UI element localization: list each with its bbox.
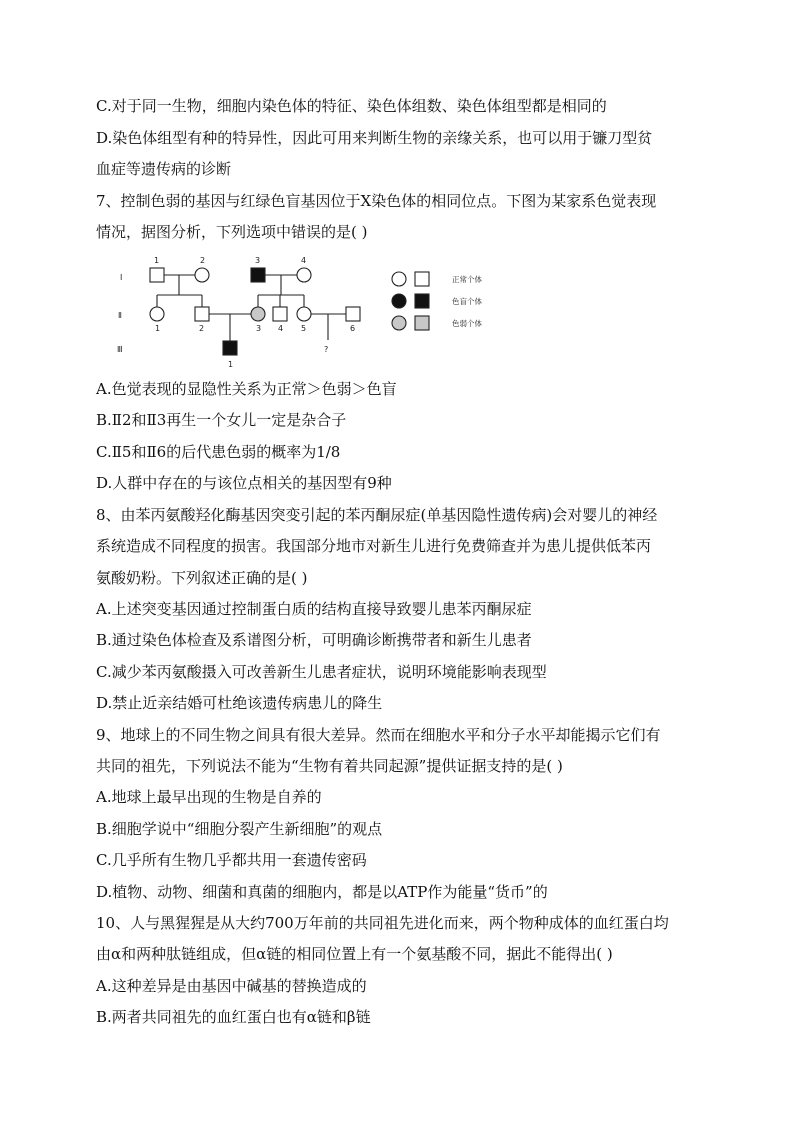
legend-circle-weak xyxy=(392,316,406,330)
gen2-male-normal xyxy=(195,307,209,321)
pedigree-chart xyxy=(110,250,530,374)
q8-stem: 8、由苯丙氨酸羟化酶基因突变引起的苯丙酮尿症(单基因隐性遗传病)会对婴儿的神经 xyxy=(96,506,658,524)
q9-option-a: A.地球上最早出现的生物是自养的 xyxy=(96,788,322,806)
q9-stem-cont: 共同的祖先，下列说法不能为“生物有着共同起源”提供证据支持的是( ) xyxy=(96,757,563,775)
q10-stem-cont: 由α和两种肽链组成，但α链的相同位置上有一个氨基酸不同，据此不能得出( ) xyxy=(96,945,613,963)
q6-option-c: C.对于同一生物，细胞内染色体的特征、染色体组数、染色体组型都是相同的 xyxy=(96,97,607,115)
q8-option-a: A.上述突变基因通过控制蛋白质的结构直接导致婴儿患苯丙酮尿症 xyxy=(96,600,532,618)
q7-stem-cont: 情况，据图分析，下列选项中错误的是( ) xyxy=(96,223,368,241)
gen-label-3: Ⅲ xyxy=(117,345,123,354)
legend-normal-label: 正常个体 xyxy=(452,275,482,284)
legend-colorblind-label: 色盲个体 xyxy=(452,297,482,306)
legend-square-colorblind xyxy=(415,294,429,308)
gen2-female-weak xyxy=(251,307,265,321)
gen2-female-normal xyxy=(297,307,311,321)
q7-option-d: D.人群中存在的与该位点相关的基因型有9种 xyxy=(96,474,392,492)
q9-stem: 9、地球上的不同生物之间具有很大差异。然而在细胞水平和分子水平却能揭示它们有 xyxy=(96,726,661,744)
q10-stem: 10、人与黑猩猩是从大约700万年前的共同祖先进化而来，两个物种成体的血红蛋白均 xyxy=(96,914,669,932)
gen1-num-2: 2 xyxy=(200,256,206,265)
q7-stem: 7、控制色弱的基因与红绿色盲基因位于X染色体的相同位点。下图为某家系色觉表现 xyxy=(96,192,657,210)
q8-option-d: D.禁止近亲结婚可杜绝该遗传病患儿的降生 xyxy=(96,694,383,712)
legend-circle-normal xyxy=(392,272,406,286)
q10-option-a: A.这种差异是由基因中碱基的替换造成的 xyxy=(96,977,367,995)
gen1-num-3: 3 xyxy=(255,256,261,265)
q7-option-c: C.Ⅱ5和Ⅱ6的后代患色弱的概率为1/8 xyxy=(96,443,341,461)
gen2-male-normal xyxy=(346,307,360,321)
gen1-female-normal xyxy=(297,268,311,282)
legend-weak-label: 色弱个体 xyxy=(452,319,482,328)
gen-label-2: Ⅱ xyxy=(118,311,122,320)
gen2-num-4: 4 xyxy=(278,324,284,333)
gen1-male-colorblind xyxy=(251,268,265,282)
gen2-num-3: 3 xyxy=(256,324,262,333)
q8-option-c: C.减少苯丙氨酸摄入可改善新生儿患者症状，说明环境能影响表现型 xyxy=(96,663,547,681)
gen2-num-2: 2 xyxy=(199,324,205,333)
gen-label-1: Ⅰ xyxy=(120,273,123,282)
gen1-num-1: 1 xyxy=(154,256,160,265)
gen3-num-1: 1 xyxy=(228,360,234,369)
gen2-female-normal xyxy=(150,307,164,321)
gen3-male-colorblind xyxy=(223,341,237,355)
legend-circle-colorblind xyxy=(392,294,406,308)
legend-square-normal xyxy=(415,272,429,286)
q9-option-c: C.几乎所有生物几乎都共用一套遗传密码 xyxy=(96,851,367,869)
q9-option-b: B.细胞学说中“细胞分裂产生新细胞”的观点 xyxy=(96,820,383,838)
gen1-male-normal xyxy=(150,268,164,282)
q8-stem-cont: 系统造成不同程度的损害。我国部分地市对新生儿进行免费筛查并为患儿提供低苯丙 xyxy=(96,537,652,555)
q9-option-d: D.植物、动物、细菌和真菌的细胞内，都是以ATP作为能量“货币”的 xyxy=(96,883,548,901)
gen2-num-6: 6 xyxy=(350,324,356,333)
q6-option-d-cont: 血症等遗传病的诊断 xyxy=(96,160,232,178)
q7-option-a: A.色觉表现的显隐性关系为正常＞色弱＞色盲 xyxy=(96,380,397,398)
gen2-male-normal xyxy=(273,307,287,321)
q8-stem-cont: 氨酸奶粉。下列叙述正确的是( ) xyxy=(96,569,308,587)
gen2-num-5: 5 xyxy=(301,324,307,333)
q10-option-b: B.两者共同祖先的血红蛋白也有α链和β链 xyxy=(96,1008,371,1026)
gen1-num-4: 4 xyxy=(301,256,307,265)
legend-square-weak xyxy=(415,316,429,330)
q8-option-b: B.通过染色体检查及系谱图分析，可明确诊断携带者和新生儿患者 xyxy=(96,631,532,649)
q6-option-d: D.染色体组型有种的特异性，因此可用来判断生物的亲缘关系，也可以用于镰刀型贫 xyxy=(96,129,653,147)
gen1-female-normal xyxy=(195,268,209,282)
q7-option-b: B.Ⅱ2和Ⅱ3再生一个女儿一定是杂合子 xyxy=(96,411,347,429)
unknown-offspring: ? xyxy=(324,345,329,354)
gen2-num-1: 1 xyxy=(155,324,161,333)
